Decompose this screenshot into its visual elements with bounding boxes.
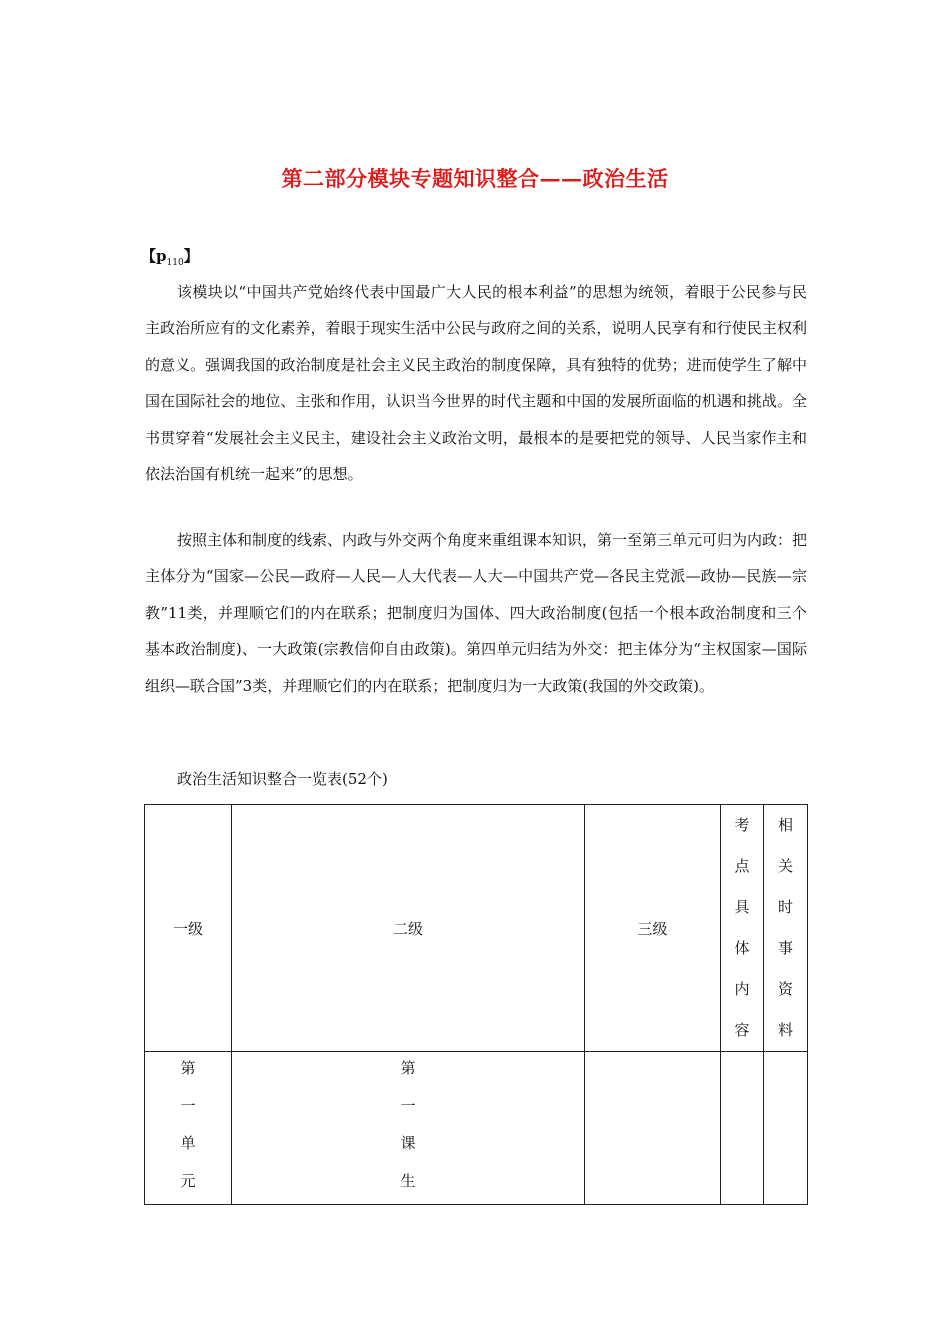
header-level-3: 三级 xyxy=(585,805,721,1052)
cell-level-1: 第一单元 xyxy=(145,1052,232,1205)
table-row xyxy=(145,1052,808,1205)
knowledge-table xyxy=(144,804,808,1205)
header-level-2: 二级 xyxy=(232,805,585,1052)
table-caption: 政治生活知识整合一览表(52个) xyxy=(177,770,388,788)
table-header-row xyxy=(145,805,808,1052)
page-reference xyxy=(141,245,199,268)
cell-exam-points xyxy=(721,1052,764,1205)
ref-prefix: 【p xyxy=(141,247,167,265)
cell-level-3 xyxy=(585,1052,721,1205)
ref-page-number: 110 xyxy=(166,258,184,268)
header-current-affairs: 相关时事资料 xyxy=(764,805,808,1052)
header-level-1: 一级 xyxy=(145,805,232,1052)
ref-suffix: 】 xyxy=(183,247,199,265)
intro-paragraph: 该模块以“中国共产党始终代表中国最广大人民的根本利益”的思想为统领，着眼于公民参与民主政治所应有的文化素养，着眼于现实生活中公民与政府之间的关系，说明人民享有和行使民主权利的意义。强调我国的政治制度是社会主义民主政治的制度保障，具有独特的优势；进而使学生了解中国在国际社会的地位、主张和作用，认识当今世界的时代主题和中国的发展所面临的机遇和挑战。全书贯穿着“发展社会主义民主，建设社会主义政治文明，最根本的是要把党的领导、人民当家作主和依法治国有机统一起来”的思想。 xyxy=(145,283,807,484)
cell-level-2: 第一课生 xyxy=(232,1052,585,1205)
page-title: 第二部分模块专题知识整合——政治生活 xyxy=(281,166,669,191)
structure-paragraph: 按照主体和制度的线索、内政与外交两个角度来重组课本知识，第一至第三单元可归为内政：把主体分为“国家—公民—政府—人民—人大代表—人大—中国共产党—各民主党派—政协—民族—宗教”11类，并理顺它们的内在联系；把制度归为国体、四大政治制度(包括一个根本政治制度和三个基本政治制度)、一大政策(宗教信仰自由政策)。第四单元归结为外交：把主体分为“主权国家—国际组织—联合国”3类，并理顺它们的内在联系；把制度归为一大政策(我国的外交政策)。 xyxy=(145,531,808,695)
header-exam-points: 考点具体内容 xyxy=(721,805,764,1052)
cell-current-affairs xyxy=(764,1052,808,1205)
